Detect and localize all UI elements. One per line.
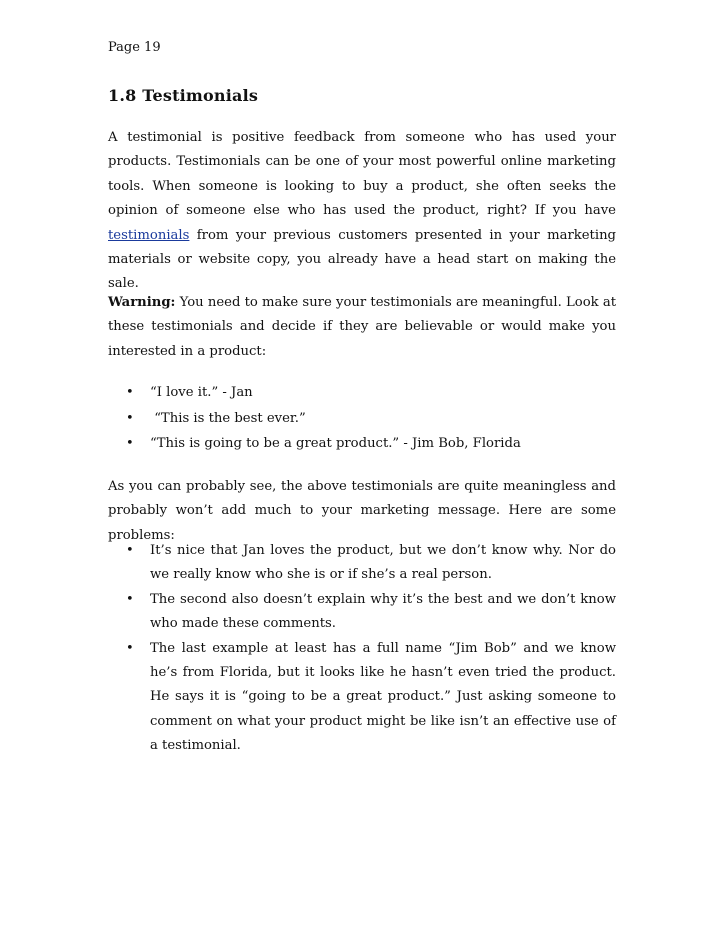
list-item xyxy=(108,637,616,759)
example-testimonial: “This is going to be a great product.” - Jim Bob, Florida xyxy=(150,436,521,451)
list-item xyxy=(108,380,616,406)
intro-text-after-link: from your previous customers presented in your marketing materials or website copy, you already have a head start on making the sale. xyxy=(108,227,616,292)
bullet-icon: • xyxy=(126,410,134,426)
bullet-icon: • xyxy=(126,385,134,400)
problems-list xyxy=(108,539,616,759)
intro-text-before-link: A testimonial is positive feedback from someone who has used your products. Testimonials can be one of your most powerful online marketing tools. When someone is looking to buy a product, she often seeks the opinion of someone else who has used the product, right? If you have xyxy=(108,130,616,219)
bullet-icon: • xyxy=(126,543,134,558)
problem-text: It’s nice that Jan loves the product, but we don’t know why. Nor do we really know who she is or if she’s a real person. xyxy=(150,543,616,583)
example-testimonial: “This is the best ever.” xyxy=(150,410,306,426)
warning-label: Warning: xyxy=(108,295,176,310)
bullet-icon: • xyxy=(126,640,134,656)
intro-paragraph xyxy=(108,126,616,297)
example-testimonial: “I love it.” - Jan xyxy=(150,385,253,400)
testimonials-link[interactable]: testimonials xyxy=(108,227,190,243)
list-item xyxy=(108,431,616,457)
section-heading: 1.8 Testimonials xyxy=(108,86,259,105)
bullet-icon: • xyxy=(126,591,134,607)
warning-paragraph xyxy=(108,291,616,364)
analysis-paragraph: As you can probably see, the above testimonials are quite meaningless and probably won’t add much to your marketing message. Here are some problems: xyxy=(108,479,616,543)
bullet-icon: • xyxy=(126,436,134,451)
page-number: Page 19 xyxy=(108,40,161,55)
list-item xyxy=(108,406,616,432)
problem-text: The last example at least has a full name “Jim Bob” and we know he’s from Florida, but it looks like he hasn’t even tried the product. He says it is “going to be a great product.” Just asking someone to comment on what your product might be like isn’t an effective use of a testimonial. xyxy=(150,640,616,754)
list-item xyxy=(108,539,616,588)
warning-text: You need to make sure your testimonials are meaningful. Look at these testimonials and decide if they are believable or would make you interested in a product: xyxy=(108,295,616,359)
list-item xyxy=(108,588,616,637)
problem-text: The second also doesn’t explain why it’s the best and we don’t know who made these comments. xyxy=(150,591,616,632)
example-testimonials-list xyxy=(108,380,616,457)
